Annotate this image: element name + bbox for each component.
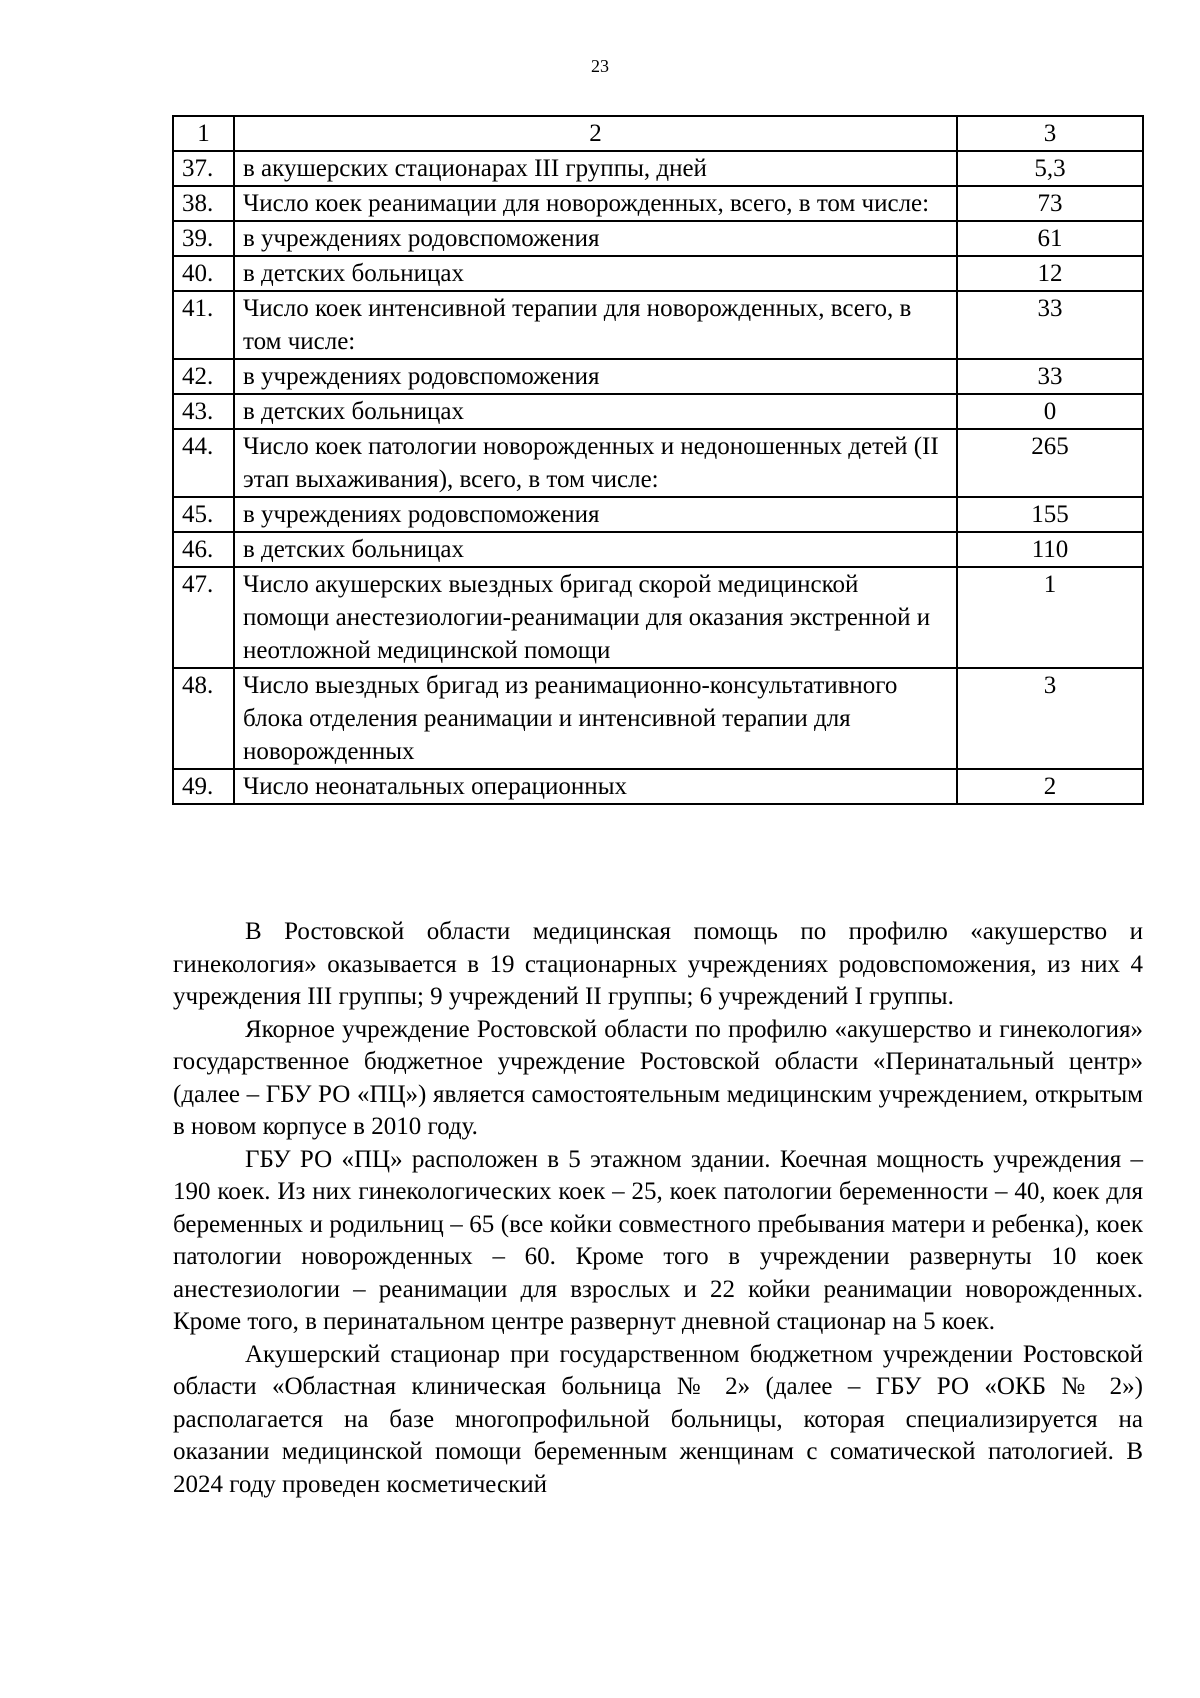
row-description: в учреждениях родовспоможения xyxy=(234,359,957,394)
table-row xyxy=(173,567,1143,668)
table-row xyxy=(173,532,1143,567)
body-text xyxy=(173,916,1143,1501)
table-row xyxy=(173,668,1143,769)
row-description: Число коек патологии новорожденных и недоношенных детей (II этап выхаживания), всего, в том числе: xyxy=(234,429,957,497)
row-number: 43. xyxy=(173,394,234,429)
row-description: Число коек интенсивной терапии для новорожденных, всего, в том числе: xyxy=(234,291,957,359)
paragraph: В Ростовской области медицинская помощь по профилю «акушерство и гинекология» оказывается в 19 стационарных учреждениях родовспоможения, из них 4 учреждения III группы; 9 учреждений II группы; 6 учреждений I группы. xyxy=(173,918,1143,1010)
row-number: 46. xyxy=(173,532,234,567)
data-table xyxy=(172,115,1144,805)
row-value: 5,3 xyxy=(957,151,1143,186)
table-row xyxy=(173,769,1143,804)
page-number: 23 xyxy=(591,56,609,76)
row-description: в детских больницах xyxy=(234,256,957,291)
row-value: 3 xyxy=(957,668,1143,769)
row-value: 61 xyxy=(957,221,1143,256)
row-description: Число неонатальных операционных xyxy=(234,769,957,804)
row-value: 155 xyxy=(957,497,1143,532)
table-row xyxy=(173,429,1143,497)
table-row xyxy=(173,151,1143,186)
row-description: в акушерских стационарах III группы, дней xyxy=(234,151,957,186)
row-description: Число коек реанимации для новорожденных, всего, в том числе: xyxy=(234,186,957,221)
row-number: 40. xyxy=(173,256,234,291)
row-description: в учреждениях родовспоможения xyxy=(234,497,957,532)
row-value: 33 xyxy=(957,359,1143,394)
row-value: 1 xyxy=(957,567,1143,668)
row-value: 0 xyxy=(957,394,1143,429)
row-value: 110 xyxy=(957,532,1143,567)
table-row xyxy=(173,186,1143,221)
row-number: 39. xyxy=(173,221,234,256)
table-row xyxy=(173,359,1143,394)
table-row xyxy=(173,256,1143,291)
row-value: 12 xyxy=(957,256,1143,291)
row-value: 2 xyxy=(957,769,1143,804)
header-cell-desc: 2 xyxy=(234,116,957,151)
row-number: 42. xyxy=(173,359,234,394)
paragraph: ГБУ РО «ПЦ» расположен в 5 этажном здании. Коечная мощность учреждения – 190 коек. Из них гинекологических коек – 25, коек патологии беременности – 40, коек для беременных и родильниц – 65 (все койки совместного пребывания матери и ребенка), коек патологии новорожденных – 60. Кроме того в учреждении развернуты 10 коек анестезиологии – реанимации для взрослых и 22 койки реанимации новорожденных. Кроме того, в перинатальном центре развернут дневной стационар на 5 коек. xyxy=(173,1145,1143,1335)
table-row xyxy=(173,291,1143,359)
table-row xyxy=(173,394,1143,429)
row-number: 41. xyxy=(173,291,234,359)
row-value: 73 xyxy=(957,186,1143,221)
row-number: 37. xyxy=(173,151,234,186)
row-number: 38. xyxy=(173,186,234,221)
row-value: 265 xyxy=(957,429,1143,497)
row-description: Число акушерских выездных бригад скорой медицинской помощи анестезиологии-реанимации для оказания экстренной и неотложной медицинской помощи xyxy=(234,567,957,668)
row-description: в детских больницах xyxy=(234,394,957,429)
row-number: 47. xyxy=(173,567,234,668)
header-cell-value: 3 xyxy=(957,116,1143,151)
table-row xyxy=(173,221,1143,256)
row-description: в детских больницах xyxy=(234,532,957,567)
row-number: 45. xyxy=(173,497,234,532)
row-description: Число выездных бригад из реанимационно-консультативного блока отделения реанимации и интенсивной терапии для новорожденных xyxy=(234,668,957,769)
row-number: 44. xyxy=(173,429,234,497)
row-description: в учреждениях родовспоможения xyxy=(234,221,957,256)
paragraph: Акушерский стационар при государственном бюджетном учреждении Ростовской области «Областная клиническая больница № 2» (далее – ГБУ РО «ОКБ № 2») располагается на базе многопрофильной больницы, которая специализируется на оказании медицинской помощи беременным женщинам с соматической патологией. В 2024 году проведен косметический xyxy=(173,1340,1143,1498)
table-header-row xyxy=(173,116,1143,151)
row-value: 33 xyxy=(957,291,1143,359)
row-number: 48. xyxy=(173,668,234,769)
row-number: 49. xyxy=(173,769,234,804)
paragraph: Якорное учреждение Ростовской области по профилю «акушерство и гинекология» государственное бюджетное учреждение Ростовской области «Перинатальный центр» (далее – ГБУ РО «ПЦ») является самостоятельным медицинским учреждением, открытым в новом корпусе в 2010 году. xyxy=(173,1015,1143,1140)
header-cell-num: 1 xyxy=(173,116,234,151)
table-row xyxy=(173,497,1143,532)
